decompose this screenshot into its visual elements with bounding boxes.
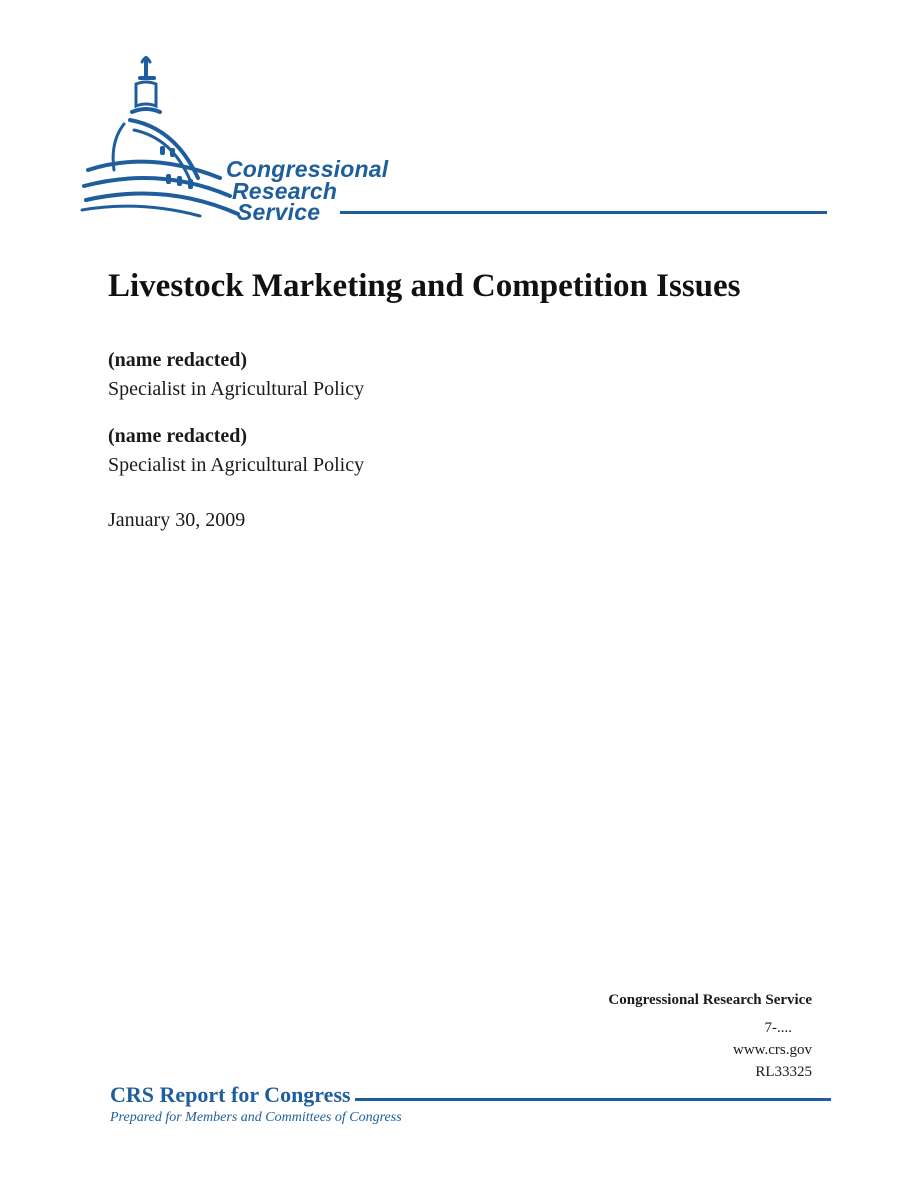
report-number: RL33325 xyxy=(755,1064,812,1080)
website-link[interactable]: www.crs.gov xyxy=(732,1042,812,1058)
footer-subtitle: Prepared for Members and Committees of Congress xyxy=(110,1110,402,1125)
logo-word-research: Research xyxy=(232,178,338,204)
logo-word-congressional: Congressional xyxy=(226,156,389,182)
author-block xyxy=(108,346,364,404)
report-title: Livestock Marketing and Competition Issues xyxy=(108,268,741,304)
organization-name: Congressional Research Service xyxy=(608,992,812,1008)
author-role: Specialist in Agricultural Policy xyxy=(108,378,365,400)
report-date: January 30, 2009 xyxy=(108,509,246,531)
logo-rule xyxy=(340,211,827,214)
logo-word-service: Service xyxy=(237,199,321,225)
author-role: Specialist in Agricultural Policy xyxy=(108,454,365,476)
author-name: (name redacted) xyxy=(108,425,248,447)
capitol-dome-icon xyxy=(80,50,240,225)
contact-info xyxy=(608,989,812,1083)
author-block xyxy=(108,422,364,480)
author-name: (name redacted) xyxy=(108,349,248,371)
crs-logo xyxy=(80,50,840,230)
footer-rule xyxy=(355,1098,831,1101)
phone-number: 7-.... xyxy=(764,1020,792,1036)
footer-title: CRS Report for Congress xyxy=(110,1082,351,1107)
